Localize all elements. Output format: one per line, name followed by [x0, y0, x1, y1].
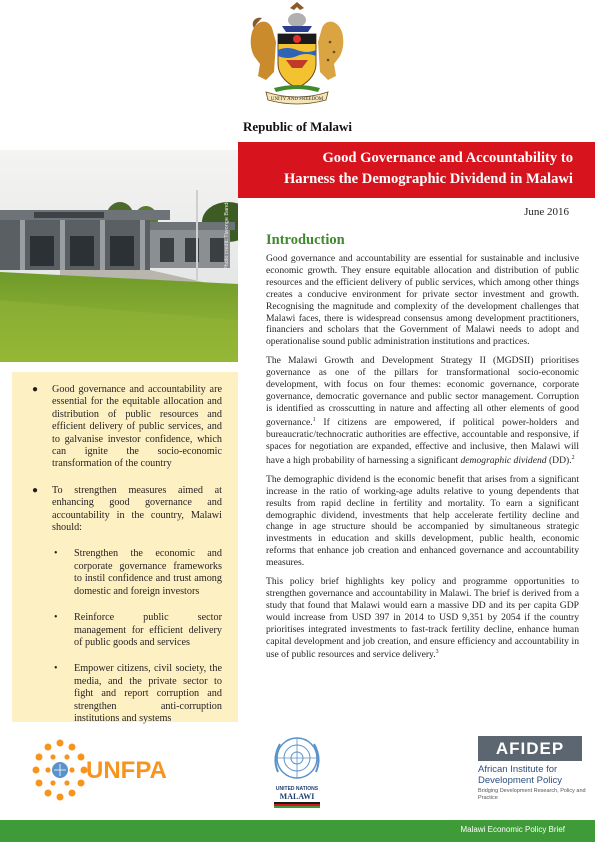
paragraph-2-text-c: (DD). — [546, 454, 572, 466]
afidep-wordmark: AFIDEP — [478, 736, 582, 761]
paragraph-1: Good governance and accountability are essential for sustainable and inclusive economic growth. They ensure equitable allocation and distribution of public resources and the efficient delivery of public services, which among other things creates a conducive environment for private sector investment and growth. Recognising the magnitude and complexity of the development challenges that Malawi faces, there is widespread consensus among development practitioners, financiers and scholars that the Government of Malawi needs to adopt and operationalise sound public administration institutions and practices. — [266, 253, 579, 348]
section-heading-introduction: Introduction — [266, 232, 345, 248]
recommendation-item — [52, 663, 222, 725]
afidep-tagline: Bridging Development Research, Policy and Practice — [478, 788, 586, 801]
footnote-ref-2: 2 — [571, 454, 575, 461]
svg-text:UNITY AND FREEDOM: UNITY AND FREEDOM — [270, 97, 324, 102]
key-message-text: To strengthen measures aimed at enhancing good governance and accountability in the country, Malawi should: — [52, 484, 222, 534]
recommendation-text: Reinforce public sector management for efficient delivery of public goods and services — [74, 612, 222, 648]
key-message — [32, 485, 222, 726]
afidep-logo — [478, 736, 588, 816]
recommendation-list — [52, 548, 222, 725]
publication-date: June 2016 — [524, 206, 569, 218]
recommendation-text: Empower citizens, civil society, the media, and the private sector to fight and report corruption and strengthen anti-corruption institutions and systems — [74, 663, 222, 724]
united-nations-malawi-logo — [266, 732, 328, 812]
unfpa-wordmark: UNFPA — [86, 757, 167, 784]
paragraph-3: The demographic dividend is the economic benefit that arises from a significant increase in the ratio of working-age adults relative to young dependents that results from rapid decline in fertility and mortality. To earn a significant demographic dividend, investments that help accelerate fertility decline and change in age structure should be accompanied by simultaneous strategic investments in education and skills development, public health, economic reforms that enhance job creation and enhanced governance and accountability measures. — [266, 473, 579, 569]
main-content — [266, 232, 579, 669]
un-label: UNITED NATIONS — [275, 786, 319, 792]
title-banner — [238, 142, 595, 198]
paragraph-4-text: This policy brief highlights key policy and programme opportunities to strengthen governance and accountability in Malawi. The brief is derived from a study that found that Malawi would earn a massive DD and its per capita GDP would increase from USD 397 in 2014 to USD 9,351 by 2054 if the country prioritises integrated investments to fast-track fertility decline, enhance human capital development and job creation, and ensure efficiency and accountability in use of public resources and service delivery. — [266, 576, 579, 661]
bullet-icon: ● — [32, 484, 39, 496]
bullet-icon: • — [54, 612, 58, 624]
malawi-coat-of-arms — [246, 2, 348, 110]
photo-credit: Photo credit: Tiwonge Banda — [224, 199, 230, 270]
building-photo — [0, 150, 238, 362]
afidep-full-name: African Institute for Development Policy — [478, 764, 562, 786]
footer-series-title: Malawi Economic Policy Brief — [460, 825, 565, 834]
recommendation-text: Strengthen the economic and corporate governance frameworks to instil confidence and trust among domestic and foreign investors — [74, 548, 222, 597]
recommendation-item — [52, 548, 222, 598]
title-line-2: Harness the Demographic Dividend in Malawi — [283, 171, 573, 187]
bullet-icon: • — [54, 548, 58, 560]
title-line-1: Good Governance and Accountability to — [322, 150, 573, 166]
emphasis-demographic-dividend: demographic dividend — [460, 454, 547, 466]
paragraph-2 — [266, 355, 579, 467]
unfpa-logo — [20, 735, 180, 805]
bullet-icon: ● — [32, 384, 39, 395]
malawi-label: MALAWI — [279, 792, 315, 801]
recommendation-item — [52, 612, 222, 649]
footnote-ref-1: 1 — [312, 416, 316, 423]
republic-of-malawi-label: Republic of Malawi — [242, 119, 353, 134]
paragraph-4 — [266, 576, 579, 662]
key-messages-box — [12, 372, 238, 722]
footnote-ref-3: 3 — [435, 649, 439, 656]
key-message-text: Good governance and accountability are essential for the equitable allocation and distribution of public resources and efficient delivery of public services, and to galvanise investor confidence, which can ignite the socio-economic transformation of the country — [52, 384, 222, 470]
paragraph-2-text-b: If citizens are empowered, if political power-holders and bureaucratic/technocratic authorities are effective, accountable and responsive, if spaces for negotiation are expanded, effective and inclusive, then Malawi will have a high probability of harnessing a significant — [266, 416, 579, 466]
document-title — [243, 148, 573, 190]
key-message — [32, 384, 222, 471]
bullet-icon: • — [54, 663, 58, 675]
paragraph-2-text-a: The Malawi Growth and Development Strategy II (MGDSII) prioritises governance as one of the pillars for transformational socio-economic development, with focus on four themes: economic governance, corporate governance, democratic governance and public sector management. Corruption is identified as crosscutting in nature and affecting all other elements of good governance. — [266, 355, 579, 428]
